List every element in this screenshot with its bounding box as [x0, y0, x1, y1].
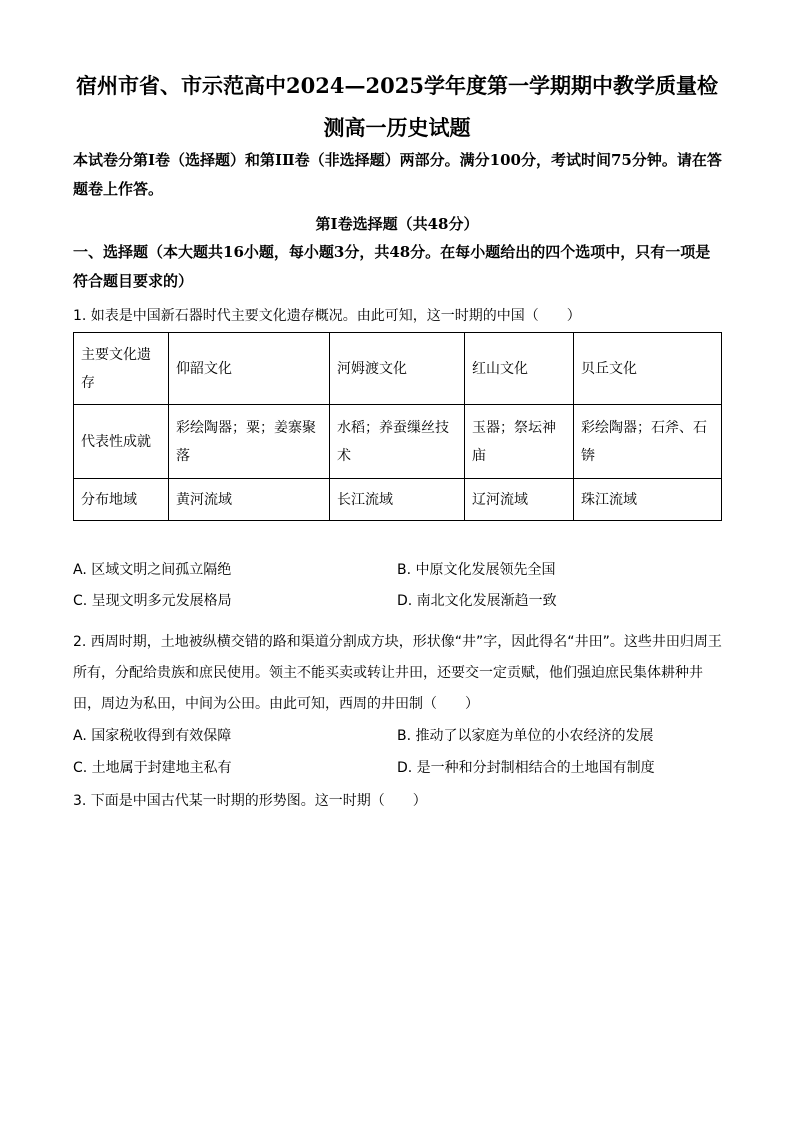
question-1-option-a[interactable]: A. 区域文明之间孤立隔绝	[73, 562, 232, 578]
culture-table	[73, 332, 722, 521]
question-2-stem: 2. 西周时期，土地被纵横交错的路和渠道分割成方块，形状像“井”字，因此得名“井田”。这些井田归周王所有，分配给贵族和庶民使用。领主不能买卖或转让井田，还要交一定贡赋，他们强迫庶民集体耕种井田，周边为私田，中间为公田。由此可知，西周的井田制（ ）	[73, 634, 722, 712]
table-cell: 分布地域	[74, 479, 169, 521]
question-1-option-c[interactable]: C. 呈现文明多元发展格局	[73, 593, 232, 609]
table-header-row	[74, 333, 722, 405]
table-row	[74, 479, 722, 521]
table-header-cell: 红山文化	[465, 333, 574, 405]
question-3-stem: 3. 下面是中国古代某一时期的形势图。这一时期（ ）	[73, 793, 427, 809]
question-1-option-b[interactable]: B. 中原文化发展领先全国	[397, 562, 556, 578]
table-cell: 辽河流域	[465, 479, 574, 521]
table-cell: 长江流域	[330, 479, 465, 521]
table-header-cell: 主要文化遗存	[74, 333, 169, 405]
question-2-option-a[interactable]: A. 国家税收得到有效保障	[73, 728, 232, 744]
table-cell: 彩绘陶器；粟；姜寨聚落	[169, 405, 330, 479]
question-2-option-c[interactable]: C. 土地属于封建地主私有	[73, 760, 232, 776]
question-1-stem: 1. 如表是中国新石器时代主要文化遗存概况。由此可知，这一时期的中国（ ）	[73, 308, 581, 324]
question-1-option-d[interactable]: D. 南北文化发展渐趋一致	[397, 593, 557, 609]
section-description: 一、选择题（本大题共16小题，每小题3分，共48分。在每小题给出的四个选项中，只有一项是符合题目要求的）	[73, 243, 711, 290]
exam-title-line2: 测高一历史试题	[323, 115, 471, 140]
exam-instructions: 本试卷分第Ⅰ卷（选择题）和第ⅠⅡ卷（非选择题）两部分。满分100分，考试时间75分钟。请在答题卷上作答。	[73, 151, 722, 198]
table-header-cell: 贝丘文化	[574, 333, 722, 405]
table-cell: 黄河流域	[169, 479, 330, 521]
table-cell: 水稻；养蚕缫丝技术	[330, 405, 465, 479]
table-cell: 代表性成就	[74, 405, 169, 479]
table-cell: 彩绘陶器；石斧、石锛	[574, 405, 722, 479]
table-header-cell: 仰韶文化	[169, 333, 330, 405]
question-2-option-d[interactable]: D. 是一种和分封制相结合的土地国有制度	[397, 760, 655, 776]
table-header-cell: 河姆渡文化	[330, 333, 465, 405]
table-row	[74, 405, 722, 479]
table-cell: 珠江流域	[574, 479, 722, 521]
section-title: 第Ⅰ卷选择题（共48分）	[315, 215, 479, 233]
exam-title-line1: 宿州市省、市示范高中2024—2025学年度第一学期期中教学质量检	[76, 73, 718, 98]
table-cell: 玉器；祭坛神庙	[465, 405, 574, 479]
question-2-option-b[interactable]: B. 推动了以家庭为单位的小农经济的发展	[397, 728, 654, 744]
